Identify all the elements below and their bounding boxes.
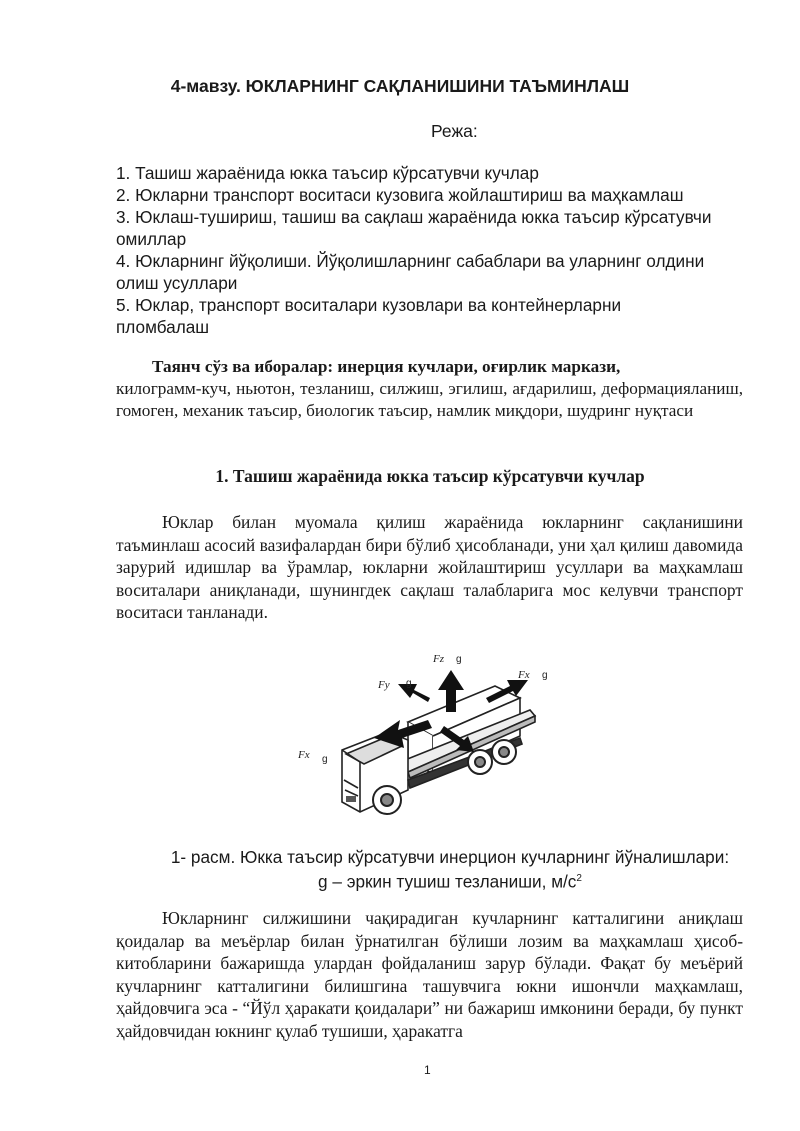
- keywords-heading: Таянч сўз ва иборалар: инерция кучлари, оғирлик маркази,: [152, 357, 621, 376]
- label-fy-g: g: [406, 678, 412, 689]
- label-fx-right-g: g: [542, 670, 548, 681]
- plan-item: 1. Ташиш жараёнида юкка таъсир кўрсатувчи кучлар: [116, 163, 539, 183]
- label-fx-left: Fx: [298, 749, 310, 761]
- label-fx-right: Fx: [518, 669, 530, 681]
- plan-item: 3. Юклаш-тушириш, ташиш ва сақлаш жараёнида юкка таъсир кўрсатувчи омиллар: [116, 207, 712, 249]
- truck-diagram: [290, 640, 560, 830]
- plan-list: [116, 162, 716, 338]
- body-paragraph: Юкларнинг силжишини чақирадиган кучларнинг катталигини аниқлаш қоидалар ва меъёрлар билан ўрнатилган бўлиши лозим ва маҳкамлаш ҳисоб-китобларини бажаришда улардан фойдаланиш зарур бўлади. Фақат бу меъёрий кучларнинг катталигини билишгина ташувчига юкни ишончли маҳкамлаш, ҳайдовчига эса - “Йўл ҳаракати қоидалари” ни бажариш имконини беради, бу пункт ҳайдовчидан юкнинг қулаб тушиши, ҳаракатга: [116, 908, 743, 1041]
- truck-forces-figure: [290, 640, 560, 830]
- caption-line-1: 1- расм. Юкка таъсир кўрсатувчи инерцион кучларнинг йўналишлари:: [170, 847, 730, 867]
- keywords-paragraph: [116, 356, 743, 422]
- caption-line-2-text: g – эркин тушиш тезланиши, м/с: [318, 871, 577, 892]
- caption-superscript: 2: [576, 873, 582, 884]
- plan-item: 2. Юкларни транспорт воситаси кузовига жойлаштириш ва маҳкамлаш: [116, 185, 684, 205]
- section-heading: 1. Ташиш жараёнида юкка таъсир кўрсатувчи кучлар: [215, 466, 645, 486]
- caption-line-2: [0, 868, 800, 893]
- label-fz: Fz: [433, 653, 444, 665]
- page-number: 1: [424, 1063, 431, 1077]
- plan-item: 4. Юкларнинг йўқолиши. Йўқолишларнинг сабаблари ва уларнинг олдини олиш усуллари: [116, 251, 705, 293]
- label-fy: Fy: [378, 679, 390, 691]
- body-paragraph: Юклар билан муомала қилиш жараёнида юкларнинг сақланишини таъминлаш асосий вазифалардан бири бўлиб ҳисобланади, уни ҳал қилиш давомида зарурий идишлар ва ўрамлар, юкларни жойлаштириш усуллари ва маҳкамлаш воситалари аниқланади, шунингдек сақлаш талабларига мос келувчи транспорт воситаси танланади.: [116, 512, 743, 622]
- plan-item: 5. Юклар, транспорт воситалари кузовлари ва контейнерларни пломбалаш: [116, 295, 622, 337]
- page-title: 4-мавзу. ЮКЛАРНИНГ САҚЛАНИШИНИ ТАЪМИНЛАШ: [170, 76, 630, 96]
- label-fx-left-g: g: [322, 754, 328, 765]
- keywords-list: килограмм-куч, ньютон, тезланиш, силжиш, эгилиш, ағдарилиш, деформацияланиш, гомоген, механик таъсир, биологик таъсир, намлик миқдори, шудринг нуқтаси: [116, 379, 743, 420]
- figure-caption: [0, 846, 800, 893]
- label-fz-g: g: [456, 654, 462, 665]
- plan-label: Режа:: [431, 121, 478, 141]
